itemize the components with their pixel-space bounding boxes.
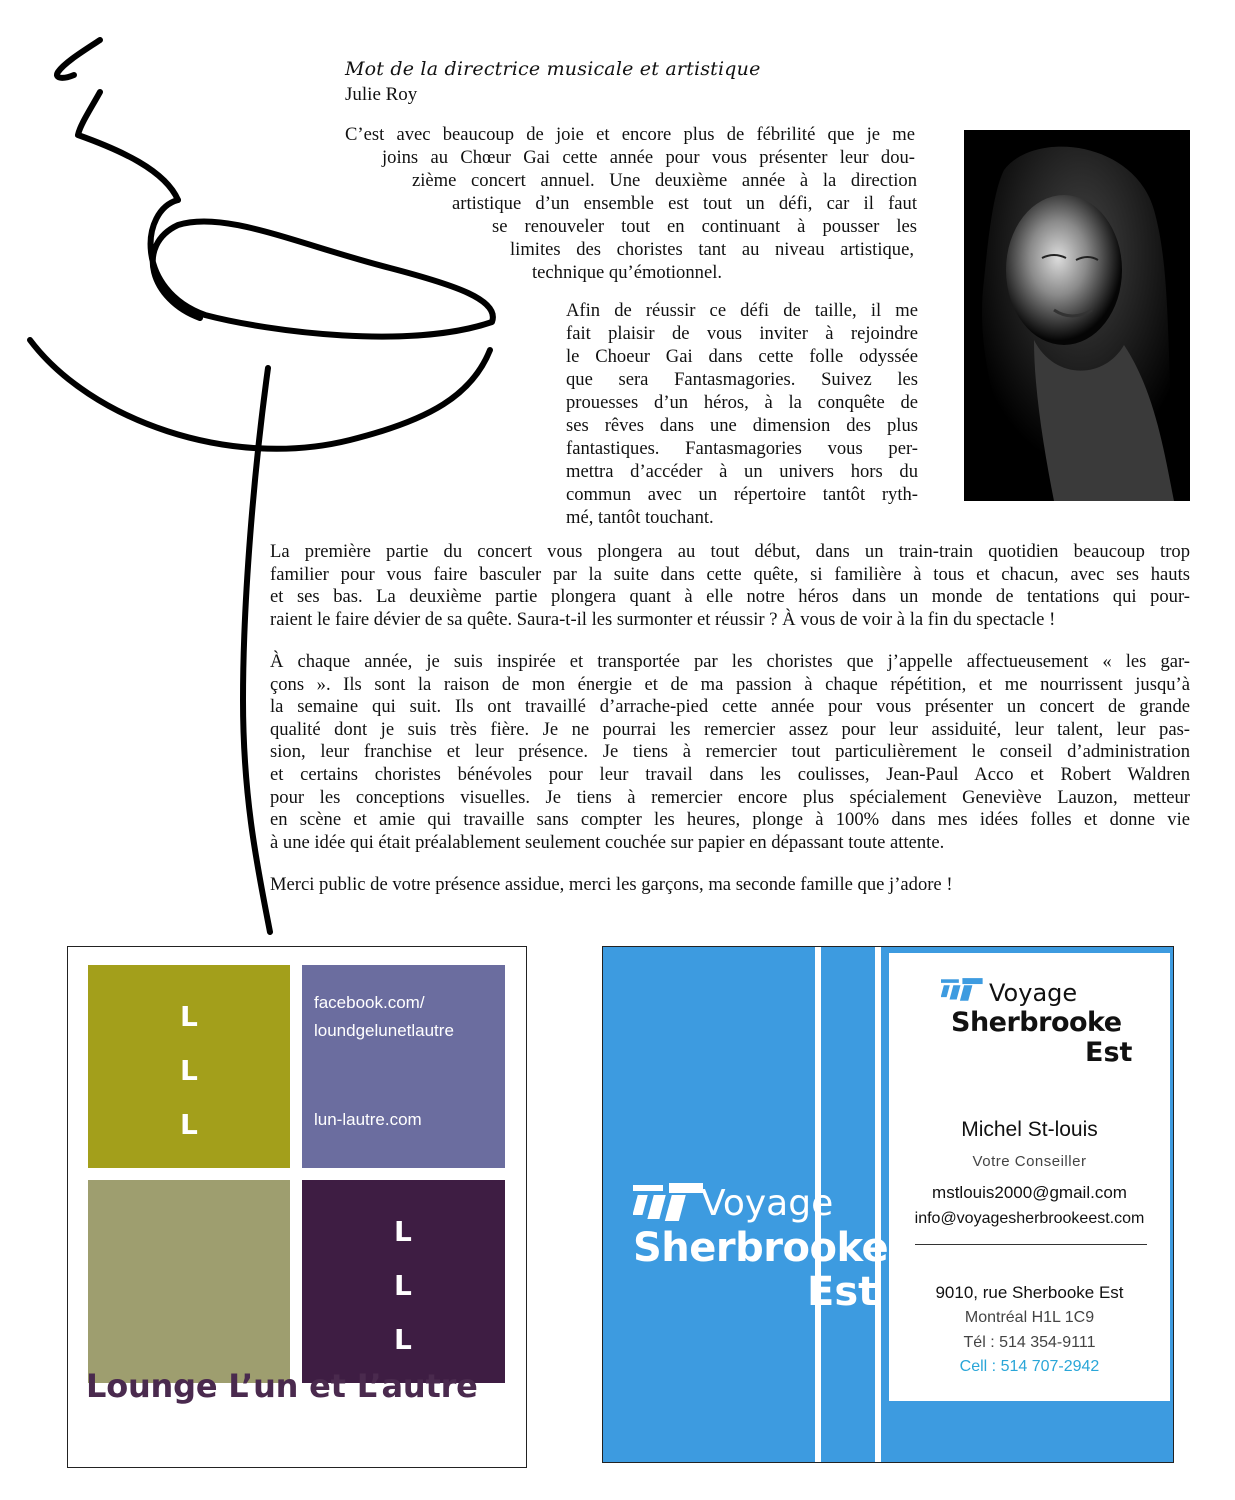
portrait-photo (964, 130, 1190, 501)
paragraph-line: qualité dont je suis très fière. Je ne pourrai les remercier assez pour leur assiduité, leur talent, leur pas- (270, 718, 1190, 740)
intro-line: zième concert annuel. Une deuxième année à la direction (412, 170, 917, 191)
body-line: prouesses d’un héros, à la conquête de (566, 392, 918, 413)
paragraph-line: À chaque année, je suis inspirée et transportée par les choristes que j’appelle affectueusement « les gar- (270, 651, 1190, 672)
brand-line3: Est (807, 1269, 878, 1315)
paragraph-line: et ses bas. La deuxième partie plongera quant à elle notre héros dans un monde de tentations qui pour- (270, 586, 1190, 608)
paragraph-line: Merci public de votre présence assidue, merci les garçons, ma seconde famille que j’adore ! (270, 874, 953, 895)
paragraph-line: pour les conceptions visuelles. Je tiens à remercier encore plus spécialement Geneviève Lauzon, metteur (270, 786, 1190, 808)
intro-line: joins au Chœur Gai cette année pour vous présenter leur dou- (382, 147, 915, 168)
body-line: que sera Fantasmagories. Suivez les (566, 369, 918, 390)
intro-line: C’est avec beaucoup de joie et encore plus de fébrilité que je me (345, 124, 915, 145)
facebook-link-line2[interactable]: loundgelunetlautre (314, 1021, 454, 1040)
intro-line: technique qu’émotionnel. (532, 262, 723, 283)
logo-letter: L (180, 1108, 198, 1141)
card-brand-line1: Voyage (989, 979, 1078, 1007)
brand-line2: Sherbrooke (633, 1225, 889, 1271)
logo-letter: L (180, 1000, 198, 1033)
logo-square-plum (302, 1180, 505, 1383)
paragraph-line: en scène et amie qui travaille sans compter les heures, plonge à 100% dans mes idées folles et donne vie (270, 809, 1190, 831)
body-line: mé, tantôt touchant. (566, 507, 714, 528)
body-line: commun avec un répertoire tantôt ryth- (566, 484, 918, 505)
paragraph-line: sion, leur franchise et leur présence. Je tiens à remercier tout particulièrement le conseil d’administration (270, 741, 1190, 763)
paragraph-thanks (270, 651, 1190, 854)
contact-name: Michel St-louis (961, 1118, 1098, 1141)
paragraph-line: La première partie du concert vous plongera au tout début, dans un train-train quotidien beaucoup trop (270, 541, 1190, 562)
phone: Tél : 514 354-9111 (963, 1334, 1096, 1351)
article-title: Mot de la directrice musicale et artistique (345, 58, 761, 80)
body-line: ses rêves dans une dimension des plus (566, 415, 918, 436)
logo-square-periwinkle (302, 965, 505, 1168)
ad-lounge (67, 946, 527, 1468)
address: 9010, rue Sherbooke Est (935, 1283, 1124, 1302)
divider (915, 1244, 1147, 1245)
logo-letter: L (394, 1215, 412, 1248)
suitcase-icon (633, 1183, 707, 1223)
paragraph-line: familier pour vous faire basculer par la suite dans cette quête, si familière à tous et chacun, avec ses hauts (270, 563, 1190, 585)
body-line: Afin de réussir ce défi de taille, il me (566, 300, 918, 321)
logo-letter: L (180, 1054, 198, 1087)
facebook-link-line1[interactable]: facebook.com/ (314, 993, 425, 1012)
email-primary[interactable]: mstlouis2000@gmail.com (932, 1183, 1127, 1202)
ad-voyage-sherbrooke (602, 946, 1174, 1463)
brand-line1: Voyage (701, 1183, 834, 1224)
city: Montréal H1L 1C9 (964, 1309, 1095, 1326)
paragraph-closing (270, 874, 1190, 897)
paragraph-line: à une idée qui était préalablement seulement couchée sur papier en dépassant toute attente. (270, 831, 945, 853)
website-link[interactable]: lun-lautre.com (314, 1110, 422, 1129)
paragraph-line: raient le faire dévier de sa quête. Saura-t-il les surmonter et réussir ? À vous de voir à la fin du spectacle ! (270, 608, 1056, 630)
lounge-name: Lounge L’un et L’autre (86, 1367, 478, 1405)
stripe (875, 947, 881, 1462)
cell-phone: Cell : 514 707-2942 (959, 1358, 1100, 1375)
body-line: fait plaisir de vous inviter à rejoindre (566, 323, 918, 344)
logo-square-olive (88, 965, 290, 1168)
intro-line: limites des choristes tant au niveau artistique, (510, 239, 914, 260)
intro-line: artistique d’un ensemble est tout un défi, car il faut (452, 193, 917, 214)
card-brand-line2: Sherbrooke (951, 1007, 1122, 1038)
paragraph-line: çons ». Ils sont la raison de mon énergie et de ma passion à chaque répétition, et me nourrissent jusqu’à (270, 673, 1190, 695)
body-line: le Choeur Gai dans cette folle odyssée (566, 346, 918, 367)
email-info[interactable]: info@voyagesherbrookeest.com (914, 1210, 1145, 1227)
article-author: Julie Roy (345, 84, 418, 105)
body-line: fantastiques. Fantasmagories vous per- (566, 438, 918, 459)
body-line: mettra d’accéder à un univers hors du (566, 461, 918, 482)
logo-letter: L (394, 1323, 412, 1356)
business-card (889, 953, 1170, 1401)
suitcase-icon (941, 977, 985, 1003)
paragraph-line: et certains choristes bénévoles pour leur travail dans les coulisses, Jean-Paul Acco et Robert Waldren (270, 763, 1190, 785)
paragraph-line: la semaine qui suit. Ils ont travaillé d’arrache-pied cette année pour vous présenter un concert de grande (270, 696, 1190, 718)
contact-role: Votre Conseiller (972, 1153, 1087, 1170)
paragraph-concert-parts (270, 541, 1190, 631)
logo-letter: L (394, 1269, 412, 1302)
logo-square-sage (88, 1180, 290, 1383)
card-brand-line3: Est (1085, 1037, 1133, 1068)
intro-line: se renouveler tout en continuant à pousser les (492, 216, 917, 237)
